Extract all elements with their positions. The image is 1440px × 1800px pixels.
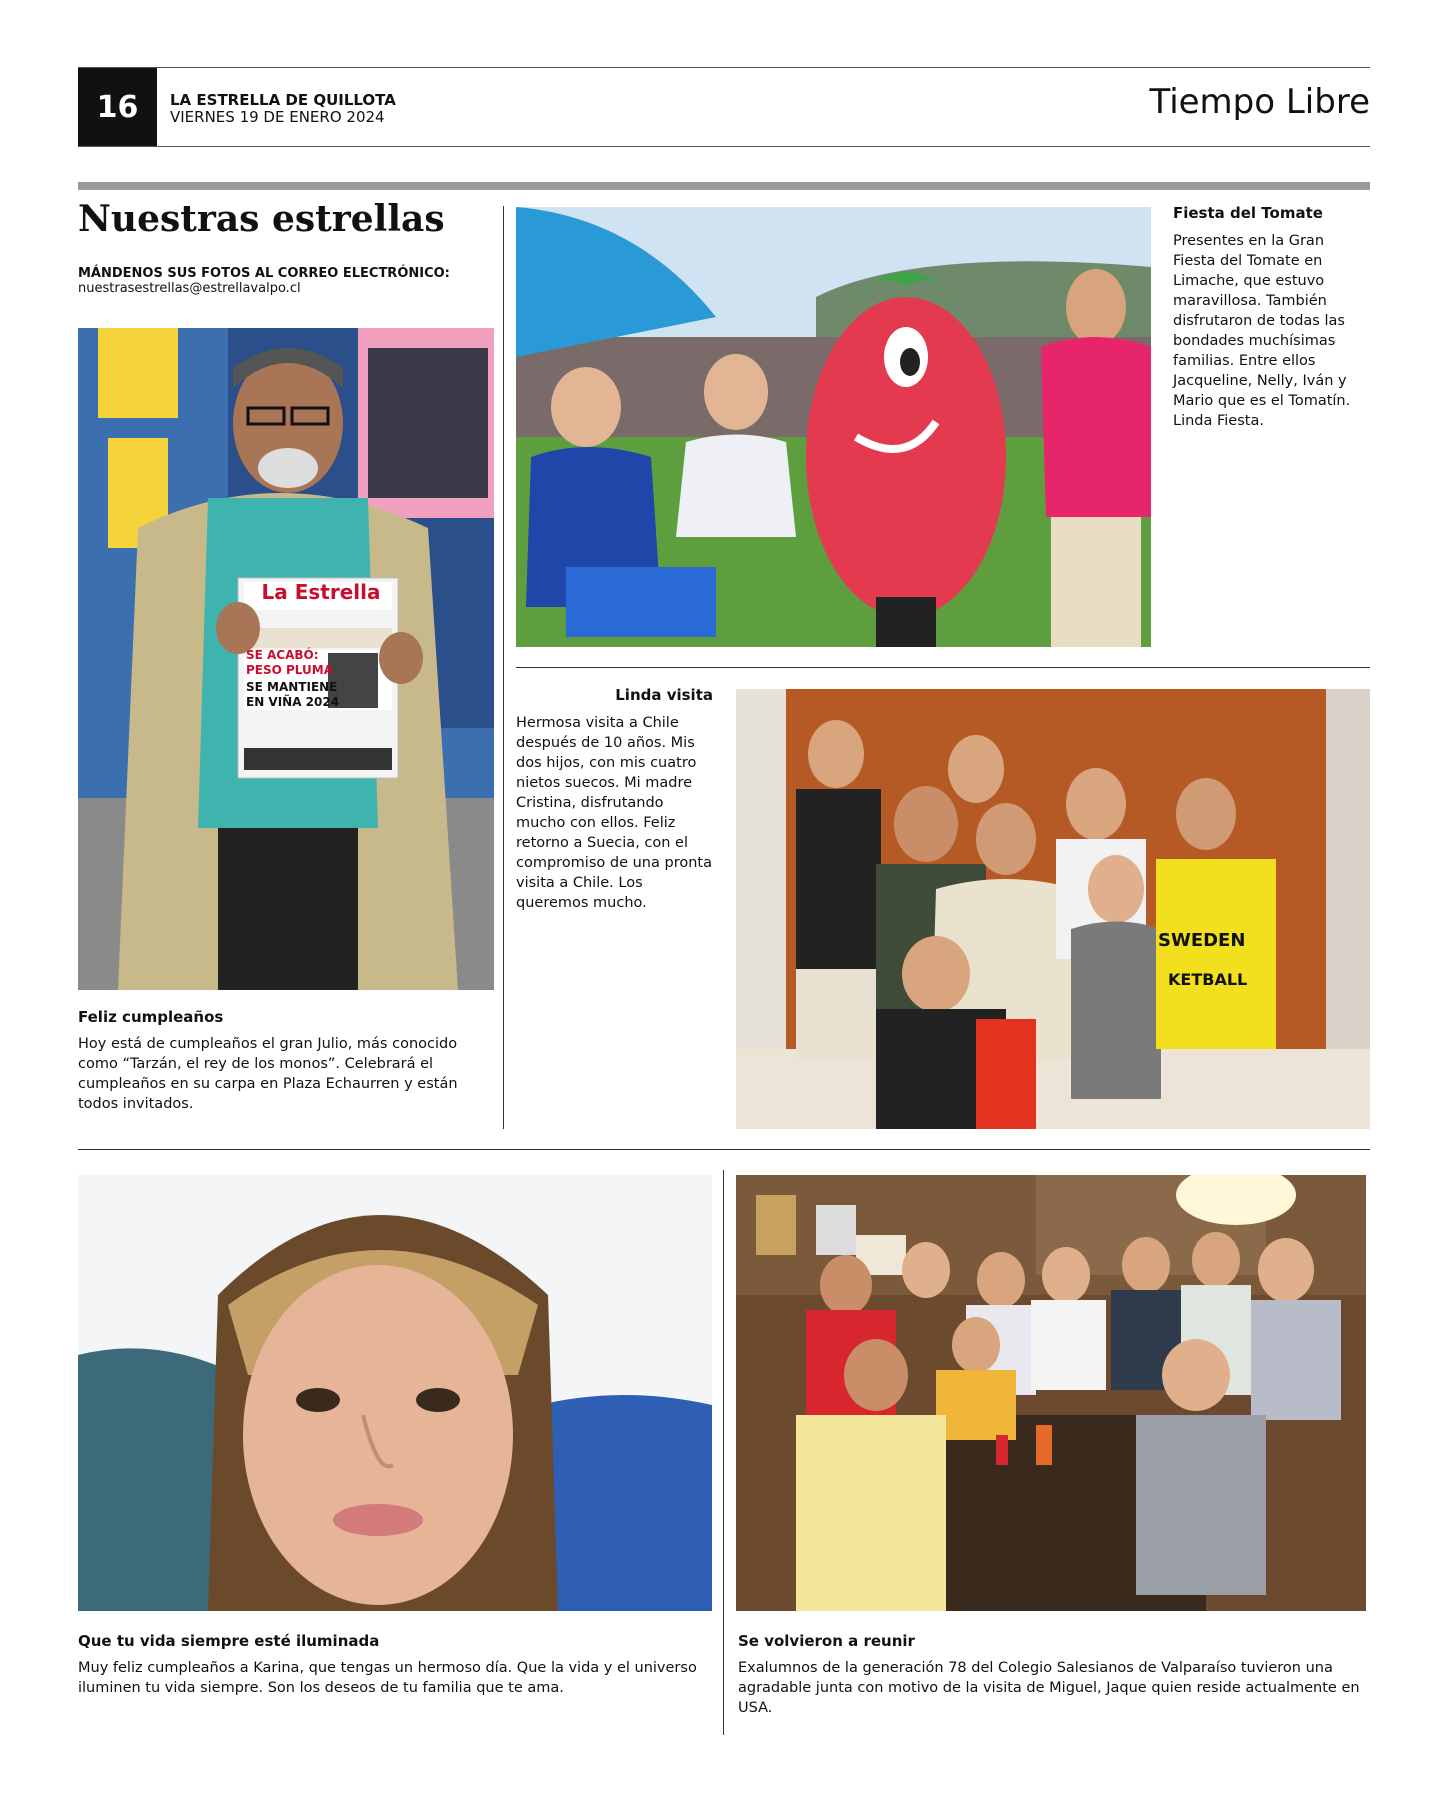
caption-title-reunion: Se volvieron a reunir: [738, 1632, 915, 1650]
prop-headline-2: PESO PLUMA: [246, 663, 333, 677]
photo-karina: [78, 1175, 712, 1611]
caption-body-karina: Muy feliz cumpleaños a Karina, que tengas un hermoso día. Que la vida y el universo iluminen tu vida siempre. Son los deseos de tu familia que te ama.: [78, 1660, 697, 1696]
caption-body-reunion: Exalumnos de la generación 78 del Colegio Salesianos de Valparaíso tuvieron una agradable junta con motivo de la visita de Miguel, Jaque quien reside actualmente en USA.: [738, 1660, 1360, 1716]
issue-date: VIERNES 19 DE ENERO 2024: [170, 108, 385, 126]
photo-reunion: [736, 1175, 1366, 1611]
shirt-text-1: SWEDEN: [1158, 930, 1246, 951]
caption-title-visit: Linda visita: [615, 686, 713, 704]
header-top-rule: [78, 67, 1370, 68]
caption-title-birthday: Feliz cumpleaños: [78, 1008, 224, 1026]
newspaper-name: LA ESTRELLA DE QUILLOTA: [170, 91, 396, 109]
contact-email[interactable]: nuestrasestrellas@estrellavalpo.cl: [78, 281, 301, 296]
caption-body-tomato: Presentes en la Gran Fiesta del Tomate en Limache, que estuvo maravillosa. También disfrutaron de todas las bondades muchísimas familias. Entre ellos Jacqueline, Nelly, Iván y Mario que es el Tomatín. Linda Fiesta.: [1173, 233, 1351, 429]
prop-masthead: La Estrella: [261, 580, 381, 604]
prop-headline-4: EN VIÑA 2024: [246, 695, 340, 709]
prop-headline-1: SE ACABÓ:: [246, 648, 319, 662]
photo-family-visit: [736, 689, 1370, 1129]
photo-tomato-festival: [516, 207, 1151, 647]
column-divider-top: [503, 206, 504, 1129]
page-number: 16: [78, 68, 157, 147]
shirt-text-2: KETBALL: [1168, 970, 1248, 989]
caption-body-visit: Hermosa visita a Chile después de 10 años. Mis dos hijos, con mis cuatro nietos suecos. Mi madre Cristina, disfrutando mucho con ellos. Feliz retorno a Suecia, con el compromiso de una pronta visita a Chile. Los queremos mucho.: [516, 715, 712, 911]
caption-title-karina: Que tu vida siempre esté iluminada: [78, 1632, 380, 1650]
send-photos-label: MÁNDENOS SUS FOTOS AL CORREO ELECTRÓNICO:: [78, 266, 450, 281]
section-bar: [78, 182, 1370, 190]
caption-title-tomato: Fiesta del Tomate: [1173, 204, 1323, 222]
caption-body-birthday: Hoy está de cumpleaños el gran Julio, más conocido como “Tarzán, el rey de los monos”. Celebrará el cumpleaños en su carpa en Plaza Echaurren y están todos invitados.: [78, 1036, 458, 1112]
section-title: Tiempo Libre: [1149, 82, 1370, 122]
header-bottom-rule: [78, 146, 1370, 147]
column-divider-bottom: [723, 1170, 724, 1735]
column-title: Nuestras estrellas: [78, 198, 445, 240]
prop-headline-3: SE MANTIENE: [246, 680, 338, 694]
story-divider: [516, 667, 1370, 668]
row-divider: [78, 1149, 1370, 1150]
